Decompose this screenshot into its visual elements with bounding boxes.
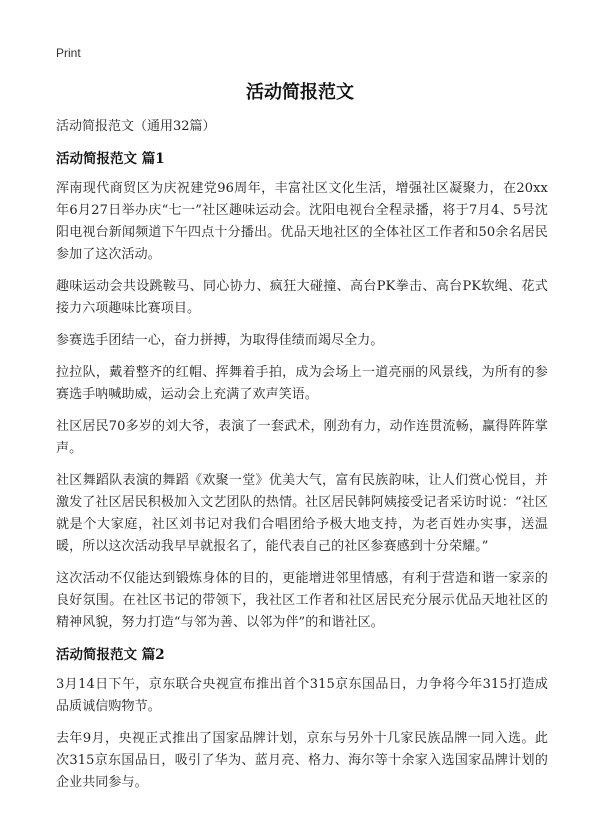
paragraph: 社区舞蹈队表演的舞蹈《欢聚一堂》优美大气，富有民族韵味，让人们赏心悦目，并激发了社区居民积极加入文艺团队的热情。社区居民韩阿姨接受记者采访时说：“社区就是个大家庭，社区刘书记对我们合唱团给予极大地支持，为老百姓办实事，送温暖，所以这次活动我早早就报名了，能代表自己的社区参赛感到十分荣耀。” xyxy=(56,473,548,554)
paragraph: 社区居民70多岁的刘大爷，表演了一套武术，刚劲有力，动作连贯流畅，赢得阵阵掌声。 xyxy=(56,419,548,456)
document-body xyxy=(56,116,548,804)
page-title: 活动简报范文 xyxy=(246,82,354,103)
section-heading: 活动简报范文 篇1 xyxy=(56,151,165,167)
paragraph: 趣味运动会共设跳鞍马、同心协力、疯狂大碰撞、高台PK拳击、高台PK软绳、花式接力六项趣味比赛项目。 xyxy=(56,279,548,316)
paragraph: 去年9月，央视正式推出了国家品牌计划，京东与另外十几家民族品牌一同入选。此次315京东国品日，吸引了华为、蓝月亮、格力、海尔等十余家入选国家品牌计划的企业共同参与。 xyxy=(56,731,548,790)
section-2 xyxy=(56,644,548,794)
paragraph: 参赛选手团结一心，奋力拼搏，为取得佳绩而竭尽全力。 xyxy=(56,333,384,348)
section-1 xyxy=(56,148,548,634)
print-link[interactable]: Print xyxy=(56,46,81,60)
paragraph: 浑南现代商贸区为庆祝建党96周年，丰富社区文化生活，增强社区凝聚力，在20xx年6月27日举办庆“七一”社区趣味运动会。沈阳电视台全程录播，将于7月4、5号沈阳电视台新闻频道下午四点十分播出。优品天地社区的全体社区工作者和50余名居民参加了这次活动。 xyxy=(56,181,548,262)
section-heading: 活动简报范文 篇2 xyxy=(56,647,165,663)
paragraph: 拉拉队，戴着整齐的红帽、挥舞着手拍，成为会场上一道亮丽的风景线，为所有的参赛选手呐喊助威，运动会上充满了欢声笑语。 xyxy=(56,365,548,402)
paragraph: 这次活动不仅能达到锻炼身体的目的，更能增进邻里情感，有利于营造和谐一家亲的良好氛围。在社区书记的带领下，我社区工作者和社区居民充分展示优品天地社区的精神风貌，努力打造“与邻为善、以邻为伴”的和谐社区。 xyxy=(56,571,548,630)
paragraph: 3月14日下午，京东联合央视宣布推出首个315京东国品日，力争将今年315打造成品质诚信购物节。 xyxy=(56,677,548,714)
document-subtitle: 活动简报范文（通用32篇） xyxy=(56,119,216,134)
